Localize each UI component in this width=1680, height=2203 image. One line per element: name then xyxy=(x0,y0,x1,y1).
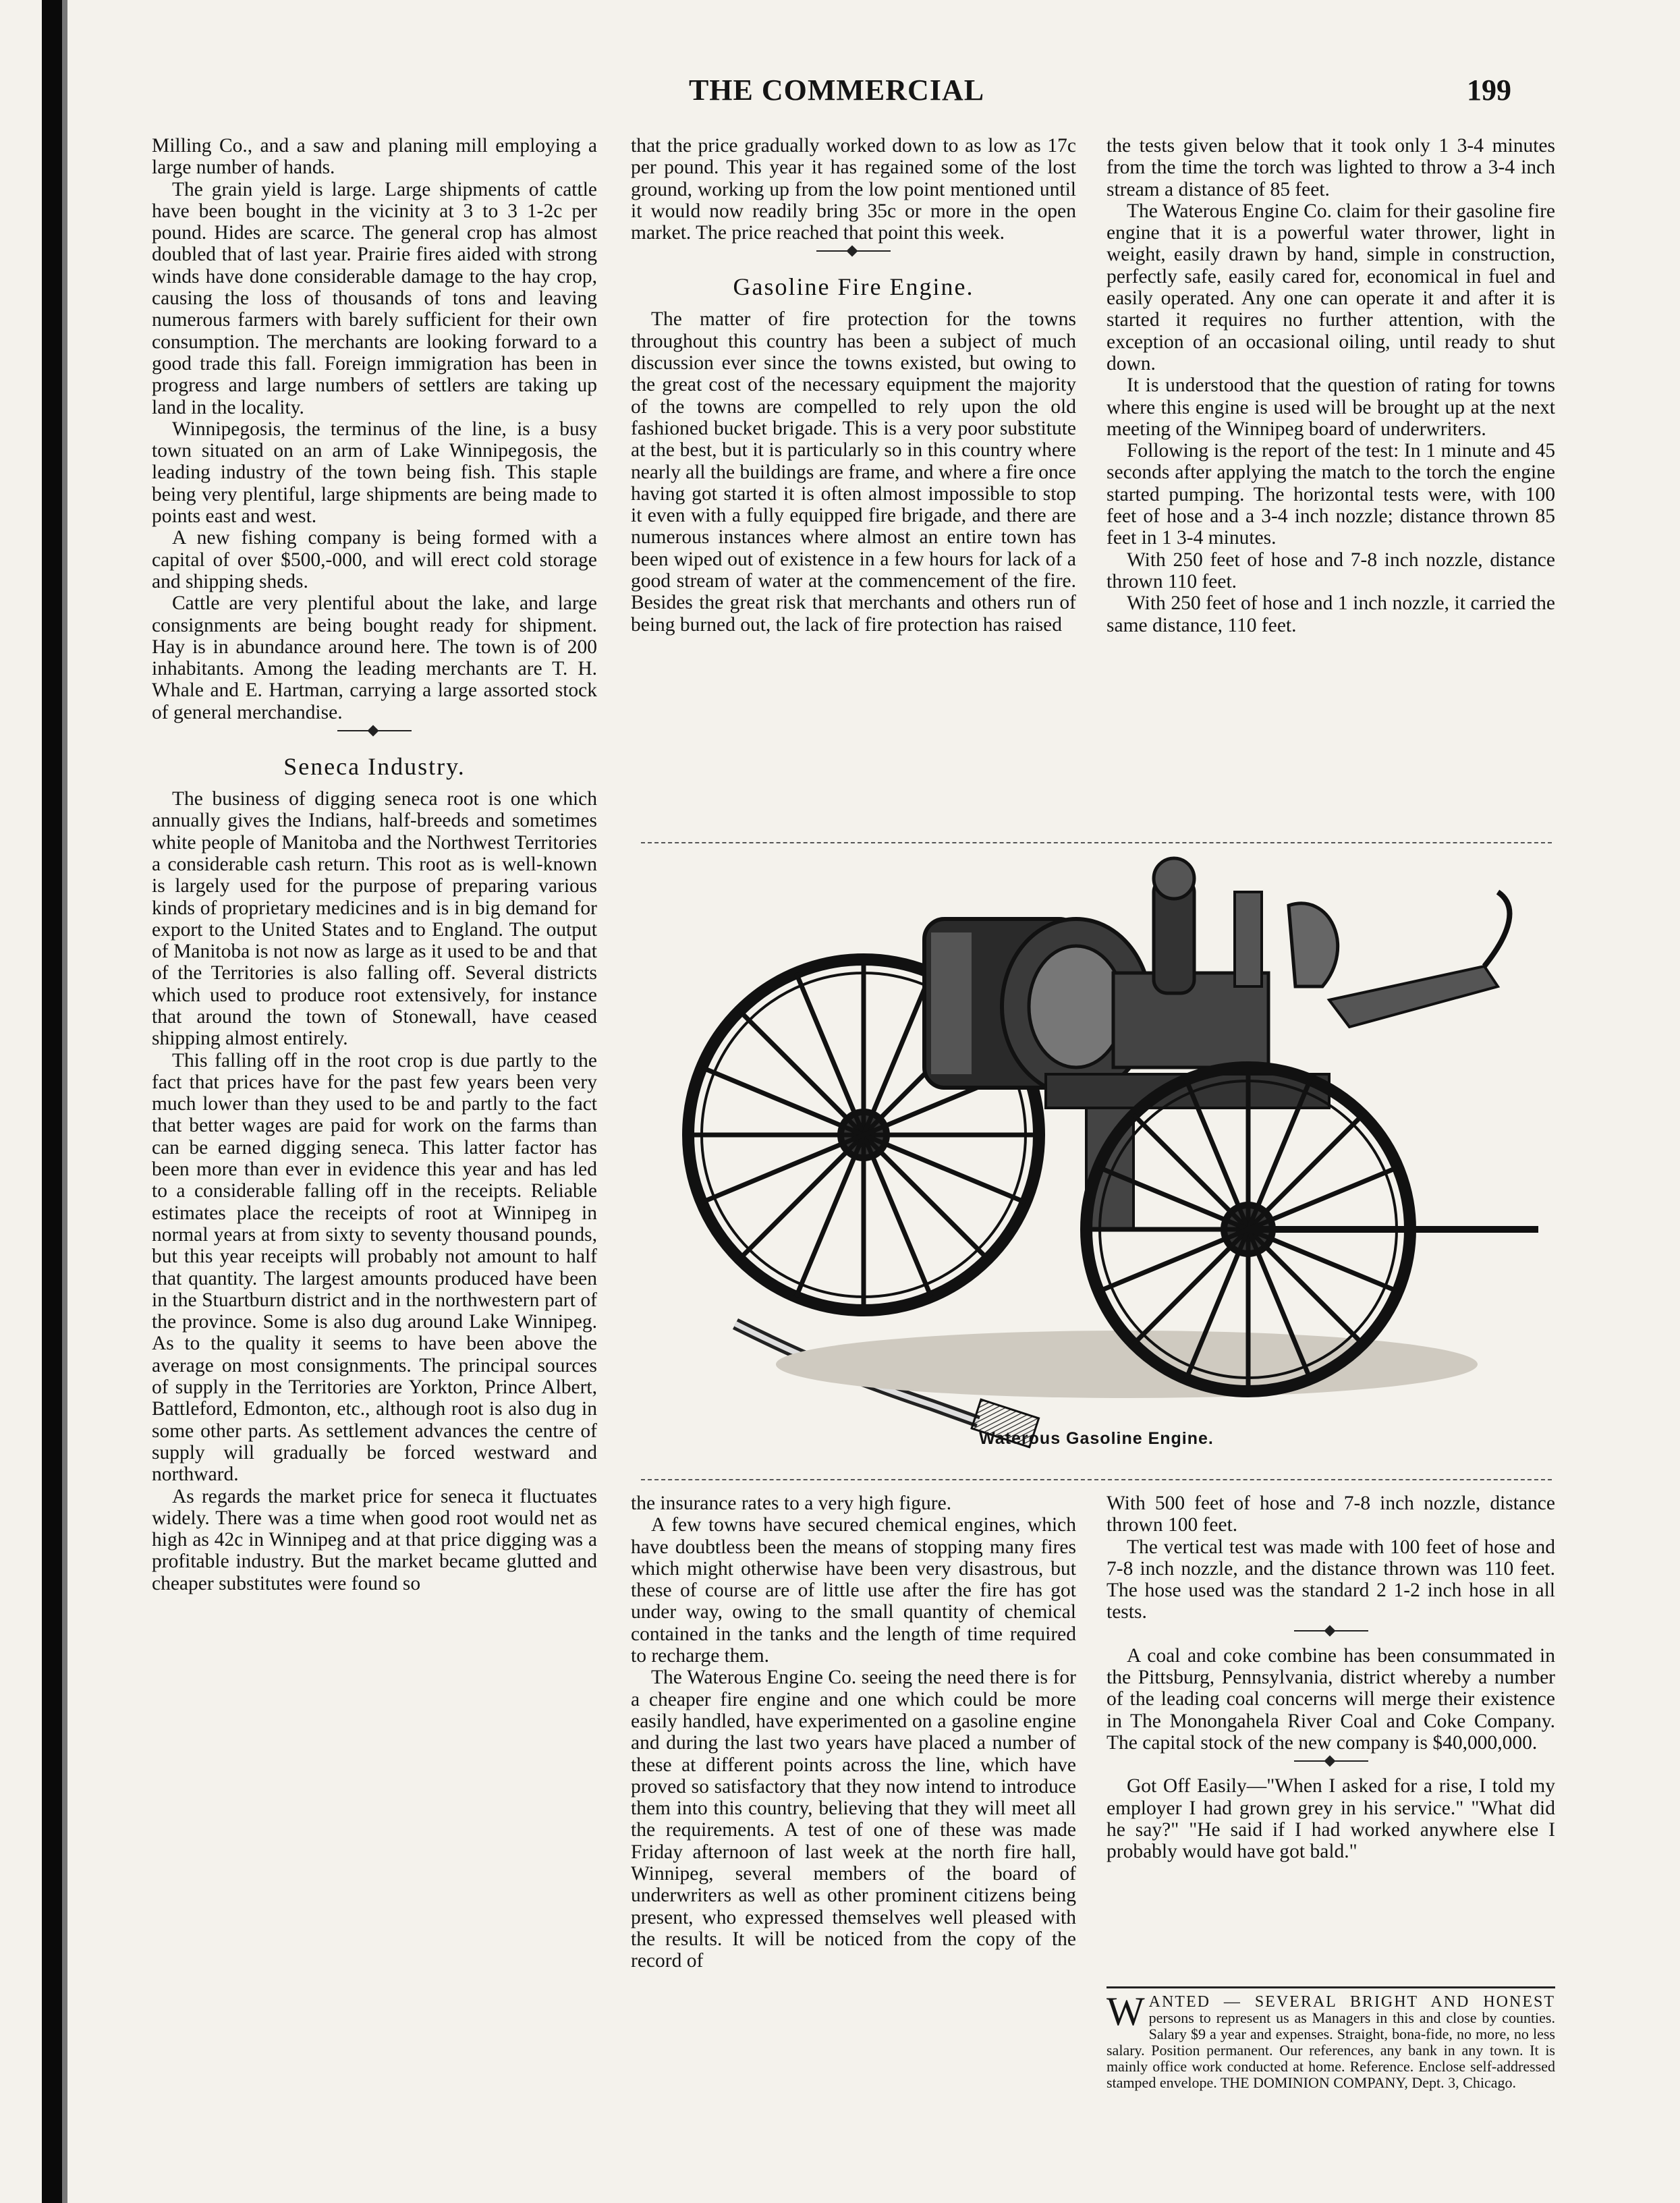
paragraph: the tests given below that it took only 1 3-4 minutes from the time the torch was lighted to throw a 3-4 inch stream a distance of 85 feet. xyxy=(1107,135,1555,200)
scan-edge-shadow xyxy=(62,0,67,2203)
section-separator xyxy=(1294,1760,1368,1768)
paragraph: With 250 feet of hose and 7-8 inch nozzle, distance thrown 110 feet. xyxy=(1107,549,1555,592)
paragraph: The Waterous Engine Co. seeing the need there is for a cheaper fire engine and one which could be more easily handled, have experimented on a gasoline engine and during the last two years have placed a number of these at different points across the line, which have proved so satisfactory that they now intend to introduce them into this country, believing that they will meet all the requirements. A test of one of these was made Friday afternoon of last week at the north fire hall, Winnipeg, several members of the board of underwriters as well as other prominent citizens being present, who expressed themselves well pleased with the results. It will be noticed from the copy of the record of xyxy=(631,1667,1076,1972)
paragraph: The vertical test was made with 100 feet of hose and 7-8 inch nozzle, and the distance thrown was 110 feet. The hose used was the standard 2 1-2 inch hose in all tests. xyxy=(1107,1536,1555,1623)
page-number: 199 xyxy=(1467,74,1511,107)
paragraph: that the price gradually worked down to as low as 17c per pound. This year it has regained some of the lost ground, working up from the low point mentioned until it would now readily bring 35c or more in the open market. The price reached that point this week. xyxy=(631,135,1076,244)
column-2 xyxy=(631,135,1076,636)
paragraph: This falling off in the root crop is due partly to the fact that prices have for the past few years been very much lower than they used to be and partly to the fact that better wages are paid for work on the farms than can be earned digging seneca. This latter factor has been more than ever in evidence this year and has led to a considerable falling off in the receipts. Reliable estimates place the receipts of root at Winnipeg in normal years at from sixty to seventy thousand pounds, but this year receipts will probably not amount to half that quantity. The largest amounts produced have been in the Stuartburn district and in the northwestern part of the province. Some is also dug around Lake Winnipeg. As to the quality it seems to have been above the average on most consignments. The principal sources of supply in the Territories are Yorkton, Prince Albert, Battleford, Edmonton, etc., although root is also dug in some other parts. As settlement advances the centre of supply will gradually be forced westward and northward. xyxy=(152,1049,597,1486)
article-heading: Seneca Industry. xyxy=(283,753,466,781)
page-header xyxy=(148,73,1525,113)
paragraph: Winnipegosis, the terminus of the line, is a busy town situated on an arm of Lake Winnipegosis, the leading industry of the town being fish. This staple being very plentiful, large shipments are being made to points east and west. xyxy=(152,418,597,528)
column-2-continued xyxy=(631,1493,1076,1972)
paragraph: With 250 feet of hose and 1 inch nozzle, it carried the same distance, 110 feet. xyxy=(1107,592,1555,636)
ad-headline: ANTED — SEVERAL BRIGHT AND HONEST xyxy=(1148,1993,1555,2011)
running-title: THE COMMERCIAL xyxy=(688,74,985,107)
column-3-continued xyxy=(1107,1493,1555,1862)
ad-body: persons to represent us as Managers in this and close by counties. Salary $9 a year and expenses. Straight, bona-fide, no more, no less salary. Position permanent. Our references, any bank in any town. It is mainly office work conducted at home. Reference. Enclose self-addressed stamped envelope. THE DOMINION COMPANY, Dept. 3, Chicago. xyxy=(1107,2009,1555,2091)
section-separator xyxy=(1294,1630,1368,1638)
paragraph: the insurance rates to a very high figure. xyxy=(631,1493,952,1514)
figure-rule-bottom xyxy=(641,1479,1552,1480)
paragraph: A few towns have secured chemical engines, which have doubtless been the means of stopping many fires which might otherwise have been very disastrous, but these of course are of little use after the fire has got under way, owing to the small quantity of chemical contained in the tanks and the length of time required to recharge them. xyxy=(631,1514,1076,1667)
paragraph: The business of digging seneca root is one which annually gives the Indians, half-breeds and sometimes white people of Manitoba and the Northwest Territories a considerable cash return. This root as is well-known is largely used for the purpose of preparing various kinds of proprietary medicines and is in big demand for export to the United States and to England. The output of Manitoba is not now as large as it used to be and that of the Territories is also falling off. Several districts which used to produce root extensively, for instance that around the town of Stonewall, have ceased shipping almost entirely. xyxy=(152,788,597,1050)
paragraph: Following is the report of the test: In 1 minute and 45 seconds after applying the match to the torch the engine started pumping. The horizontal tests were, with 100 feet of hose and a 3-4 inch nozzle; distance thrown 85 feet in 1 3-4 minutes. xyxy=(1107,440,1555,549)
paragraph: Cattle are very plentiful about the lake, and large consignments are being bought ready for shipment. Hay is in abundance around here. The town is of 200 inhabitants. Among the leading merchants are T. H. Whale and E. Hartman, carrying a large assorted stock of general merchandise. xyxy=(152,592,597,723)
paragraph: Milling Co., and a saw and planing mill employing a large number of hands. xyxy=(152,135,597,179)
paragraph: A new fishing company is being formed with a capital of over $500,-000, and will erect cold storage and shipping sheds. xyxy=(152,527,597,592)
figure-caption: Waterous Gasoline Engine. xyxy=(979,1429,1214,1448)
column-1 xyxy=(152,135,597,1594)
paragraph: With 500 feet of hose and 7-8 inch nozzle, distance thrown 100 feet. xyxy=(1107,1493,1555,1536)
scan-edge xyxy=(42,0,62,2203)
paragraph: The grain yield is large. Large shipments of cattle have been bought in the vicinity at 3 to 3 1-2c per pound. Hides are scarce. The general crop has almost doubled that of last year. Prairie fires aided with strong winds have done considerable damage to the hay crop, causing the loss of thousands of tons and leaving numerous farmers with barely sufficient for their own consumption. The merchants are looking forward to a good trade this fall. Foreign immigration has been in progress and large numbers of settlers are taking up land in the locality. xyxy=(152,178,597,418)
section-separator xyxy=(816,250,891,258)
article-heading: Gasoline Fire Engine. xyxy=(733,273,974,301)
fire-engine-illustration xyxy=(641,852,1552,1462)
classified-advertisement xyxy=(1107,1986,1555,2091)
paragraph: The Waterous Engine Co. claim for their gasoline fire engine that it is a powerful water thrower, light in weight, easily drawn by hand, simple in construction, perfectly safe, easily cared for, economical in fuel and easily operated. Any one can operate it and after it is started it requires no further attention, with the exception of an occasional oiling, until ready to shut down. xyxy=(1107,200,1555,374)
paragraph: Got Off Easily—"When I asked for a rise, I told my employer I had grown grey in his service." "What did he say?" "He said if I had worked anywhere else I probably would have got bald." xyxy=(1107,1775,1555,1863)
column-3 xyxy=(1107,135,1555,636)
ad-dropcap: W xyxy=(1107,1989,1145,2034)
paragraph: The matter of fire protection for the towns throughout this country has been a subject of much discussion ever since the towns existed, but owing to the great cost of the necessary equipment the majority of the towns are compelled to rely upon the old fashioned bucket brigade. This is a very poor substitute at the best, but it is particularly so in this country where nearly all the buildings are frame, and where a fire once having got started it is often almost impossible to stop it even with a fully equipped fire brigade, and there are numerous instances where almost an entire town has been wiped out of existence in a few hours for lack of a good stream of water at the commencement of the fire. Besides the great risk that merchants and others run of being burned out, the lack of fire protection has raised xyxy=(631,308,1076,636)
figure-rule-top xyxy=(641,842,1552,843)
paragraph: It is understood that the question of rating for towns where this engine is used will be brought up at the next meeting of the Winnipeg board of underwriters. xyxy=(1107,374,1555,440)
engine-body xyxy=(924,858,1338,1229)
paragraph: As regards the market price for seneca it fluctuates widely. There was a time when good root would net as high as 42c in Winnipeg and at that price digging was a profitable industry. But the market became glutted and cheaper substitutes were found so xyxy=(152,1485,597,1594)
section-separator xyxy=(337,730,412,738)
paragraph: A coal and coke combine has been consummated in the Pittsburg, Pennsylvania, district whereby a number of the leading coal concerns will merge their existence in The Monongahela River Coal and Coke Company. The capital stock of the new company is $40,000,000. xyxy=(1107,1644,1555,1754)
